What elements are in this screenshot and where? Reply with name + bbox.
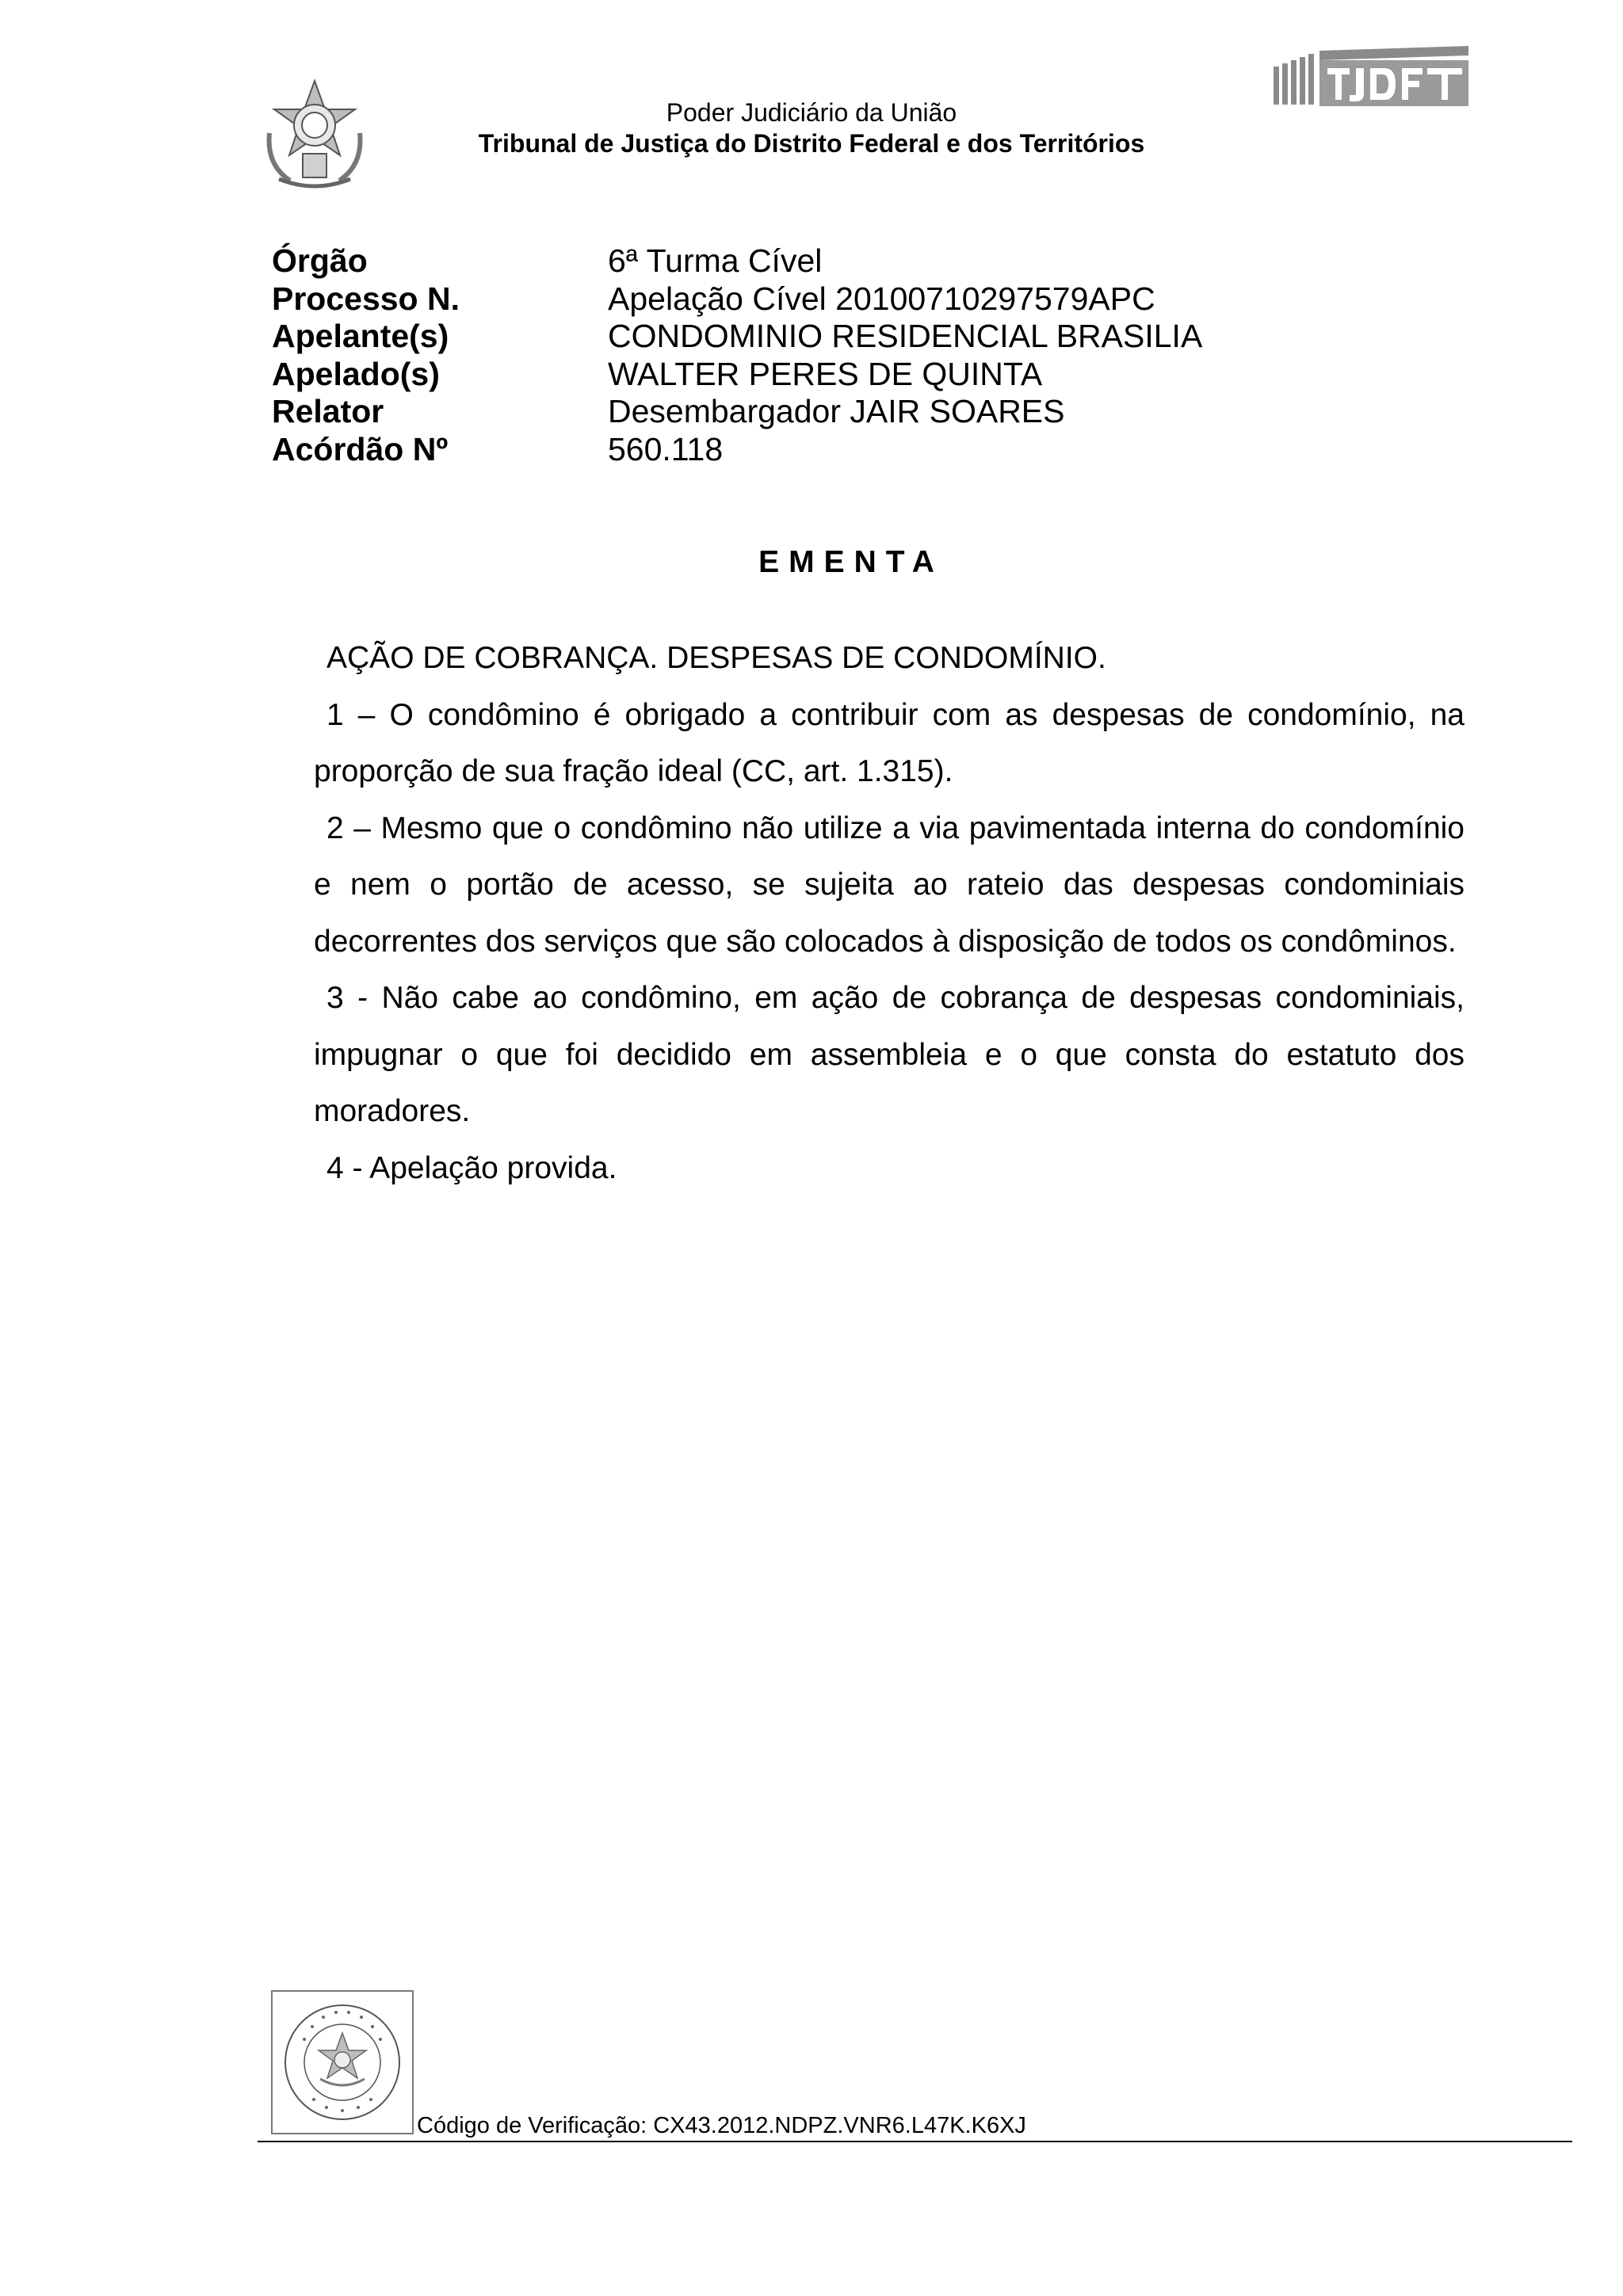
footer-divider (258, 2141, 1572, 2142)
meta-label: Acórdão Nº (272, 430, 449, 467)
meta-label: Relator (272, 393, 384, 429)
meta-value: CONDOMINIO RESIDENCIAL BRASILIA (608, 318, 1203, 354)
verification-seal-icon (273, 1992, 412, 2133)
header-institution: Poder Judiciário da União (666, 98, 957, 127)
meta-value: WALTER PERES DE QUINTA (608, 355, 1043, 392)
ementa-paragraph: 1 – O condômino é obrigado a contribuir com as despesas de condomínio, na proporção de sua fração ideal (CC, art. 1.315). (314, 697, 1465, 788)
meta-value: 6ª Turma Cível (608, 242, 823, 279)
ementa-paragraph: 2 – Mesmo que o condômino não utilize a via pavimentada interna do condomínio e nem o portão de acesso, se sujeita ao rateio das despesas condominiais decorrentes dos serviços que são colocados à disposição de todos os condôminos. (314, 810, 1465, 959)
tjdft-logo (1272, 44, 1470, 111)
meta-label: Apelante(s) (272, 318, 449, 354)
ementa-paragraph: 4 - Apelação provida. (327, 1150, 617, 1185)
meta-label: Processo N. (272, 280, 460, 317)
ementa-body (314, 630, 1465, 1196)
ementa-paragraph: 3 - Não cabe ao condômino, em ação de cobrança de despesas condominiais, impugnar o que foi decidido em assembleia e o que consta do estatuto dos moradores. (314, 981, 1465, 1128)
meta-value: Desembargador JAIR SOARES (608, 393, 1065, 429)
meta-value: 560.118 (608, 430, 724, 467)
meta-label: Órgão (272, 242, 368, 279)
ementa-paragraph: AÇÃO DE COBRANÇA. DESPESAS DE CONDOMÍNIO. (327, 641, 1106, 675)
digital-verification-seal (271, 1990, 414, 2134)
verification-code: Código de Verificação: CX43.2012.NDPZ.VNR6.L47K.K6XJ (417, 2113, 1026, 2138)
meta-value: Apelação Cível 20100710297579APC (608, 280, 1155, 317)
meta-label: Apelado(s) (272, 355, 440, 392)
ementa-title: EMENTA (758, 545, 944, 579)
header-court-name: Tribunal de Justiça do Distrito Federal e dos Territórios (478, 129, 1145, 158)
